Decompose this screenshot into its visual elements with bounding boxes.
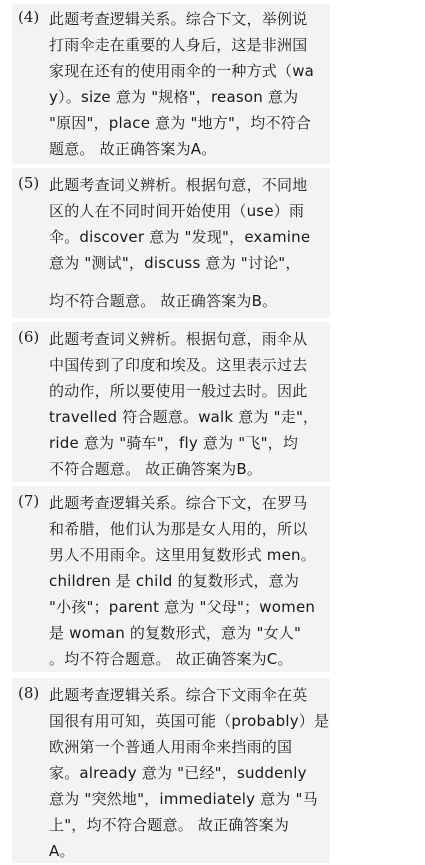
explanation-item-6 <box>12 322 330 482</box>
explanation-line: 此题考查逻辑关系。综合下文雨伞在英 <box>49 686 308 704</box>
explanation-item-4 <box>12 4 330 164</box>
explanation-item-5 <box>12 168 330 318</box>
explanation-item-7 <box>12 486 330 672</box>
item-number: (6) <box>18 328 40 346</box>
explanation-line: 此题考查词义辨析。根据句意，雨伞从 <box>49 330 308 348</box>
explanation-line: 和希腊，他们认为那是女人用的，所以 <box>49 520 308 538</box>
explanation-line: 家。already 意为 "已经"，suddenly <box>49 764 307 782</box>
item-number: (5) <box>18 174 40 192</box>
explanation-line: 国很有用可知，英国可能（probably）是 <box>49 712 330 730</box>
explanation-line: ride 意为 "骑车"，fly 意为 "飞"，均 <box>49 434 299 452</box>
explanation-line: 此题考查词义辨析。根据句意，不同地 <box>49 176 308 194</box>
explanation-line: 上"，均不符合题意。 故正确答案为 <box>49 816 290 834</box>
explanation-line: 此题考查逻辑关系。综合下文，在罗马 <box>49 494 308 512</box>
explanation-line: children 是 child 的复数形式，意为 <box>49 572 300 590</box>
item-number: (8) <box>18 684 40 702</box>
explanation-line: 不符合题意。 故正确答案为B。 <box>49 460 263 478</box>
explanation-line: 打雨伞走在重要的人身后，这是非洲国 <box>49 36 308 54</box>
explanation-line: travelled 符合题意。walk 意为 "走"， <box>49 408 319 426</box>
explanation-line: 是 woman 的复数形式，意为 "女人" <box>49 624 302 642</box>
explanation-line: 区的人在不同时间开始使用（use）雨 <box>49 202 305 220</box>
explanation-line: "小孩"；parent 意为 "父母"；women <box>49 598 316 616</box>
item-number: (7) <box>18 492 40 510</box>
explanation-line: y）。size 意为 "规格"，reason 意为 <box>49 88 299 106</box>
explanation-line: "原因"，place 意为 "地方"，均不符合 <box>49 114 312 132</box>
explanation-line: 欧洲第一个普通人用雨伞来挡雨的国 <box>49 738 293 756</box>
explanation-line: 的动作，所以要使用一般过去时。因此 <box>49 382 308 400</box>
explanation-line: 均不符合题意。 故正确答案为B。 <box>49 292 278 310</box>
explanation-line: 。均不符合题意。 故正确答案为C。 <box>49 650 293 668</box>
explanation-line: 题意。 故正确答案为A。 <box>49 140 217 158</box>
explanation-line: 中国传到了印度和埃及。这里表示过去 <box>49 356 308 374</box>
explanation-line: 此题考查逻辑关系。综合下文，举例说 <box>49 10 308 28</box>
explanation-line: 伞。discover 意为 "发现"，examine <box>49 228 311 246</box>
explanation-line: 家现在还有的使用雨伞的一种方式（wa <box>49 62 315 80</box>
explanation-item-8 <box>12 678 330 863</box>
explanation-line: 意为 "测试"，discuss 意为 "讨论"， <box>49 254 301 272</box>
explanation-line: A。 <box>49 842 75 860</box>
explanation-line: 意为 "突然地"，immediately 意为 "马 <box>49 790 318 808</box>
item-number: (4) <box>18 8 40 26</box>
explanation-line: 男人不用雨伞。这里用复数形式 men。 <box>49 546 316 564</box>
